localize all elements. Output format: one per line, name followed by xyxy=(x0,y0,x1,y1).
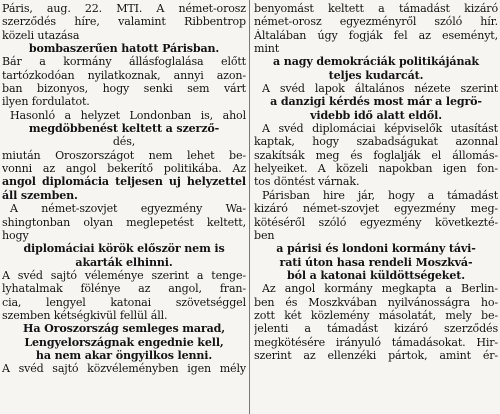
text-line: megdöbbenést keltett a szerző- xyxy=(28,122,220,136)
text-line: Hasonló a helyzet Londonban is, ahol xyxy=(10,108,246,122)
text-line: tos döntést várnak. xyxy=(254,175,360,189)
text-line: a danzigi kérdés most már a legrö- xyxy=(270,95,482,109)
text-line: shingtonban olyan meglepetést keltett, xyxy=(2,215,246,229)
right-column xyxy=(254,2,498,362)
text-line: hogy xyxy=(2,228,29,242)
text-line: Általában úgy fogják fel az eseményt, xyxy=(254,28,498,42)
text-line: A svéd diplomáciai képviselők utasítást xyxy=(262,122,498,136)
text-line: helyeiket. A közeli napokban igen fon- xyxy=(254,162,498,176)
text-line: videbb idő alatt eldől. xyxy=(310,108,442,122)
text-line: Lengyelországnak engednie kell, xyxy=(24,335,224,349)
text-line: ha nem akar öngyilkos lenni. xyxy=(35,348,213,362)
text-line: akarták elhinni. xyxy=(75,255,173,269)
text-line: A svéd sajtó közvéleményben igen mély xyxy=(2,362,246,376)
column-divider xyxy=(249,0,250,414)
text-line: ilyen fordulatot. xyxy=(2,95,90,109)
text-line: szerződés híre, valamint Ribbentrop xyxy=(2,15,246,29)
text-line: teljes kudarcát. xyxy=(328,68,424,82)
text-line: német-orosz egyezményről szóló hír. xyxy=(254,15,498,29)
text-line: jelenti a támadást kizáró szerződés xyxy=(254,322,498,336)
text-line: a párisi és londoni kormány távi- xyxy=(276,242,476,256)
text-line: a nagy demokráciák politikájának xyxy=(273,55,479,69)
text-line: tartózkodóan nyilatkoznak, annyi azon- xyxy=(2,68,246,82)
text-line: A svéd lapok általános nézete szerint xyxy=(262,82,498,96)
text-line: kötéséről szóló egyezmény következté- xyxy=(254,215,498,229)
text-line: áll szemben. xyxy=(2,188,78,202)
text-line: ból a katonai küldöttségeket. xyxy=(287,268,465,282)
text-line: ben xyxy=(254,228,275,242)
text-line: szerint az ellenzéki pártok, amint ér- xyxy=(254,348,498,362)
text-line: Az angol kormány megkapta a Berlin- xyxy=(262,282,498,296)
text-line: miután Oroszországot nem lehet be- xyxy=(2,148,246,162)
text-line: mint xyxy=(254,42,280,56)
text-line: A német-szovjet egyezmény Wa- xyxy=(10,202,246,216)
text-line: szemben kétségkivül fellül áll. xyxy=(2,308,168,322)
text-line: kizáró német-szovjet egyezmény meg- xyxy=(254,202,498,216)
text-line: angol diplomácia teljesen uj helyzettel xyxy=(2,175,246,189)
text-line: lyhatalmak fölénye az angol, fran- xyxy=(2,282,246,296)
text-line: szakítsák meg és foglalják el állomás- xyxy=(254,148,498,162)
text-line: közeli utazása xyxy=(2,28,80,42)
text-line: Ha Oroszország semleges marad, xyxy=(23,322,225,336)
text-line: zott két közlemény másolatát, mely be- xyxy=(254,308,498,322)
text-line: A svéd sajtó véleménye szerint a tenge- xyxy=(2,268,246,282)
text-line: Bár a kormány állásfoglalása előtt xyxy=(2,55,246,69)
text-line: Páris, aug. 22. MTI. A német-orosz xyxy=(2,2,246,15)
text-line: Párisban hire jár, hogy a támadást xyxy=(262,188,498,202)
text-line: ben és Moszkvában nyilvánosságra ho- xyxy=(254,295,498,309)
text-line: kaptak, hogy szabadságukat azonnal xyxy=(254,135,498,149)
text-line: cia, lengyel katonai szövetséggel xyxy=(2,295,246,309)
text-line: rati úton hasa rendeli Moszkvá- xyxy=(279,255,473,269)
text-line: diplomáciai körök először nem is xyxy=(23,242,225,256)
text-line: ban bizonyos, hogy senki sem várt xyxy=(2,82,246,96)
text-line: benyomást keltett a támadást kizáró xyxy=(254,2,498,15)
text-line: vonni az angol bekerítő politikába. Az xyxy=(2,162,246,176)
left-column xyxy=(2,2,246,376)
text-line: bombaszerűen hatott Párisban. xyxy=(28,42,220,56)
text-line: megkötésére irányuló támadásokat. Hir- xyxy=(254,335,498,349)
text-line: dés, xyxy=(112,135,136,149)
